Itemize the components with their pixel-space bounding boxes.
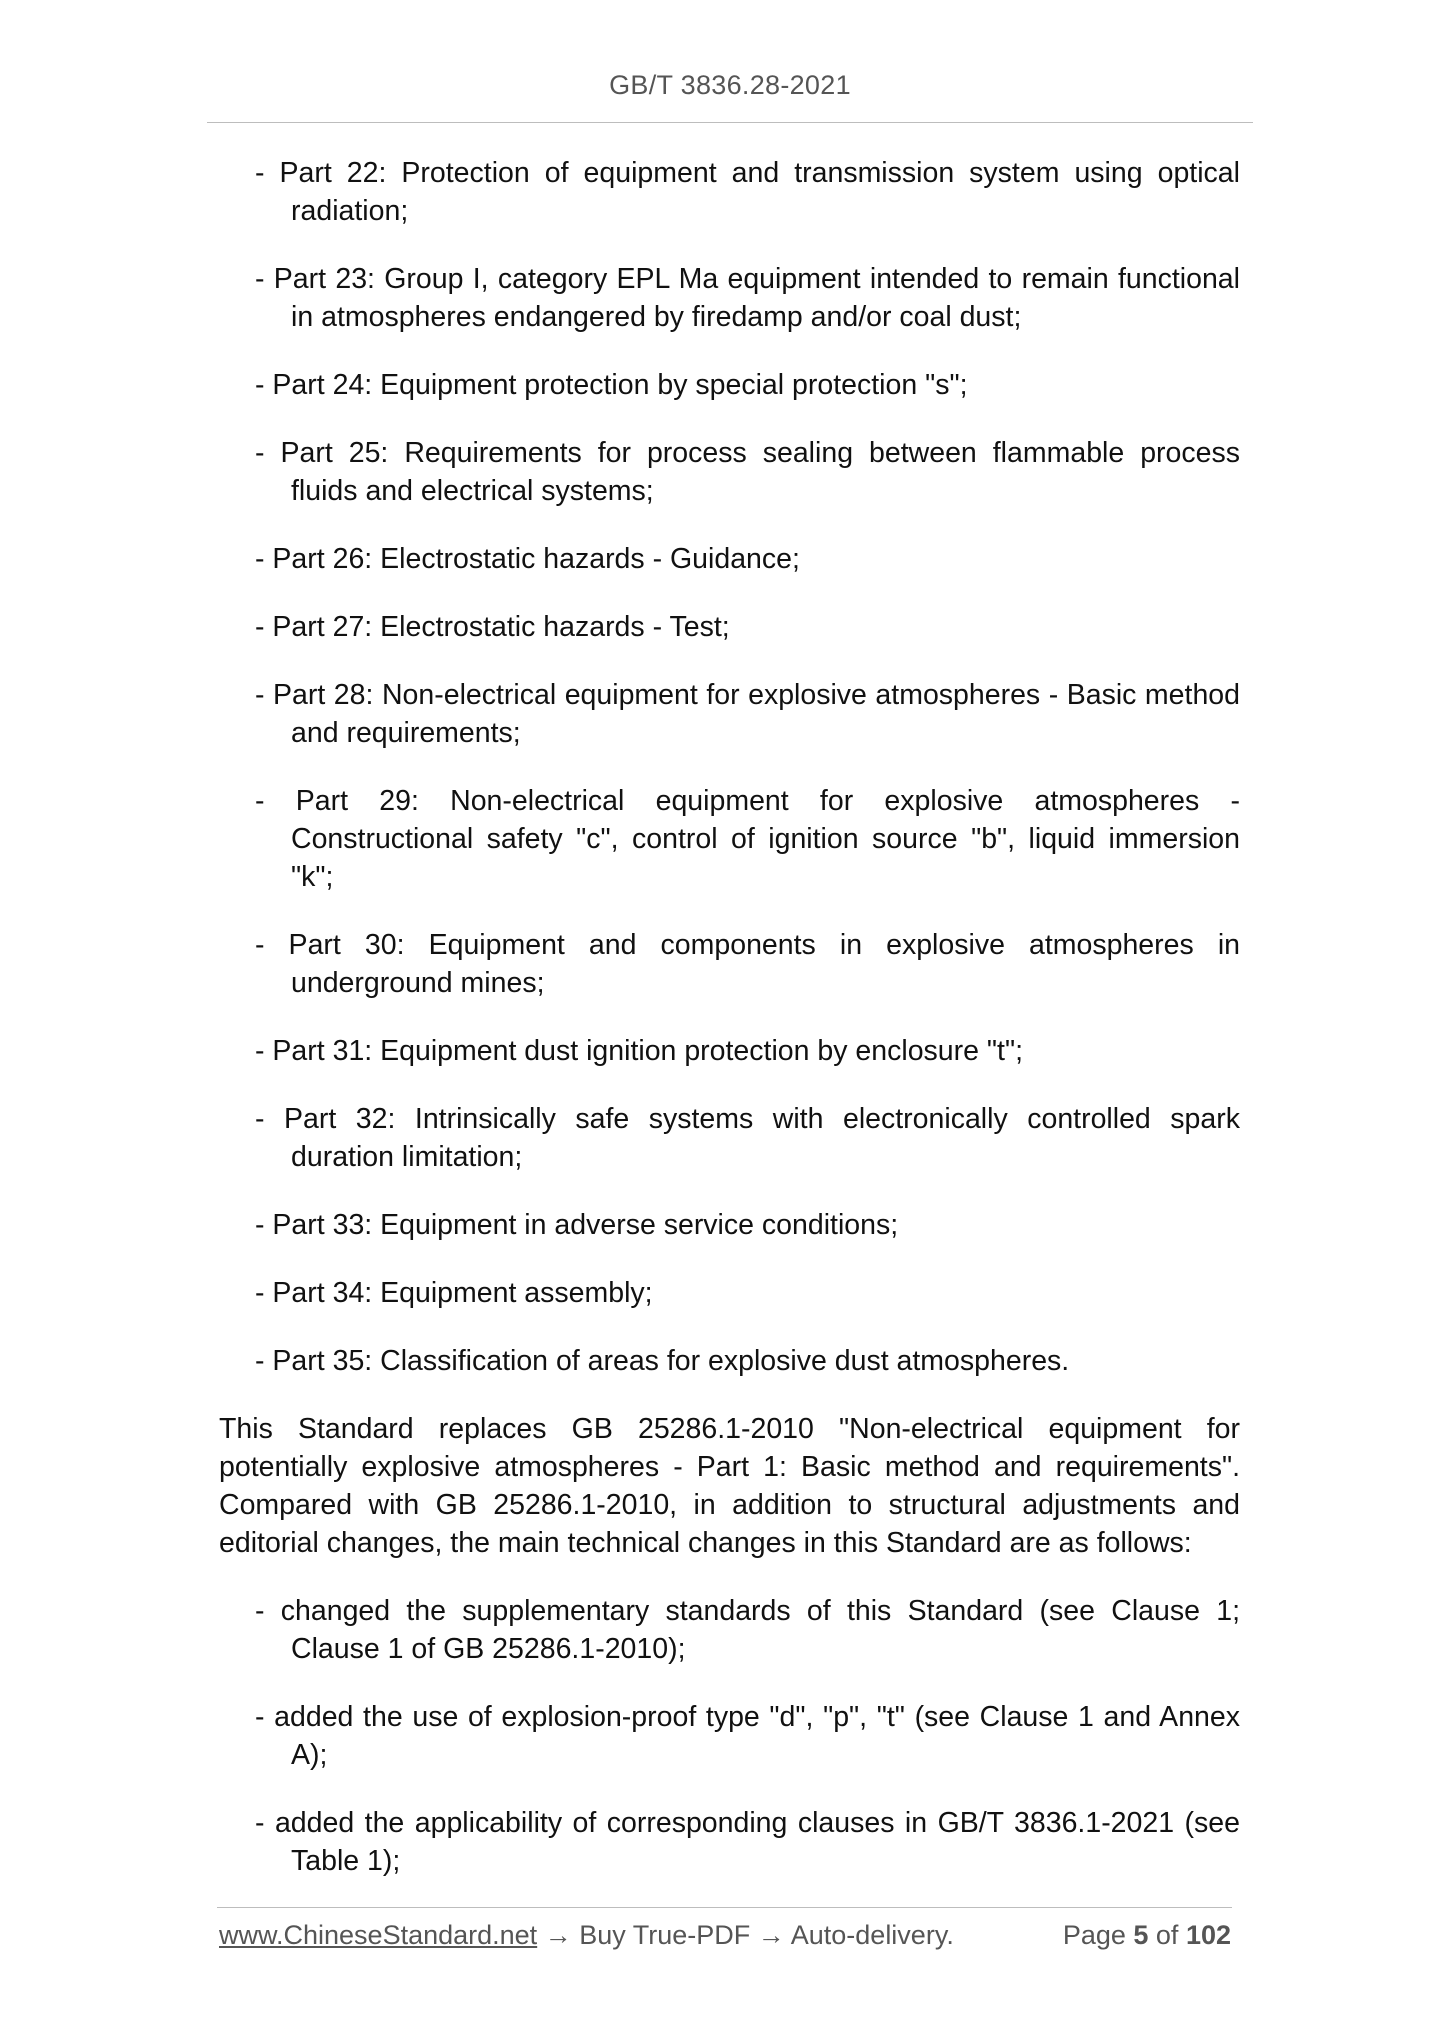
list-item-part-27: - Part 27: Electrostatic hazards - Test; xyxy=(255,611,730,643)
list-item-part-33: - Part 33: Equipment in adverse service conditions; xyxy=(255,1209,899,1241)
list-item-part-34: - Part 34: Equipment assembly; xyxy=(255,1277,653,1309)
list-item-part-31: - Part 31: Equipment dust ignition protection by enclosure "t"; xyxy=(255,1035,1023,1067)
intro-paragraph: This Standard replaces GB 25286.1-2010 "Non-electrical equipment for potentially explosive atmospheres - Part 1: Basic method and requirements". Compared with GB 25286.1-2010, in addition to structural adjustments and editorial changes, the main technical changes in this Standard are as follows: xyxy=(219,1413,1240,1559)
page-label: Page xyxy=(1062,1920,1134,1950)
page-body xyxy=(219,154,1240,1910)
list-item-part-32: - Part 32: Intrinsically safe systems with electronically controlled spark duration limitation; xyxy=(255,1103,1240,1173)
list-item-part-24: - Part 24: Equipment protection by special protection "s"; xyxy=(255,369,968,401)
parts-list xyxy=(219,154,1240,1380)
list-item-change: - added the applicability of corresponding clauses in GB/T 3836.1-2021 (see Table 1); xyxy=(255,1807,1240,1877)
list-item-part-25: - Part 25: Requirements for process sealing between flammable process fluids and electrical systems; xyxy=(255,437,1240,507)
website-link[interactable]: www.ChineseStandard.net xyxy=(219,1920,538,1950)
list-item-part-35: - Part 35: Classification of areas for explosive dust atmospheres. xyxy=(255,1345,1070,1377)
list-item-part-23: - Part 23: Group I, category EPL Ma equipment intended to remain functional in atmospheres endangered by firedamp and/or coal dust; xyxy=(255,263,1240,333)
list-item-part-22: - Part 22: Protection of equipment and transmission system using optical radiation; xyxy=(255,157,1240,227)
total-pages: 102 xyxy=(1185,1920,1231,1950)
footer-promo xyxy=(219,1920,954,1951)
list-item-part-30: - Part 30: Equipment and components in explosive atmospheres in underground mines; xyxy=(255,929,1240,999)
list-item-part-28: - Part 28: Non-electrical equipment for explosive atmospheres - Basic method and requirements; xyxy=(255,679,1240,749)
list-item-part-26: - Part 26: Electrostatic hazards - Guidance; xyxy=(255,543,800,575)
of-label: of xyxy=(1148,1920,1186,1950)
document-header: GB/T 3836.28-2021 xyxy=(609,70,851,100)
list-item-change: - added the use of explosion-proof type "d", "p", "t" (see Clause 1 and Annex A); xyxy=(255,1701,1240,1771)
page-number: 5 xyxy=(1133,1920,1149,1950)
list-item-part-29: - Part 29: Non-electrical equipment for explosive atmospheres - Constructional safety "c", control of ignition source "b", liquid immersion "k"; xyxy=(255,785,1240,893)
footer-promo-text: → Buy True-PDF → Auto-delivery. xyxy=(537,1920,954,1950)
changes-list xyxy=(219,1592,1240,1880)
header-divider xyxy=(207,122,1253,123)
footer-divider xyxy=(217,1907,1232,1908)
page-indicator xyxy=(1063,1920,1231,1951)
page-footer xyxy=(219,1920,1231,1951)
list-item-change: - changed the supplementary standards of this Standard (see Clause 1; Clause 1 of GB 25286.1-2010); xyxy=(255,1595,1240,1665)
